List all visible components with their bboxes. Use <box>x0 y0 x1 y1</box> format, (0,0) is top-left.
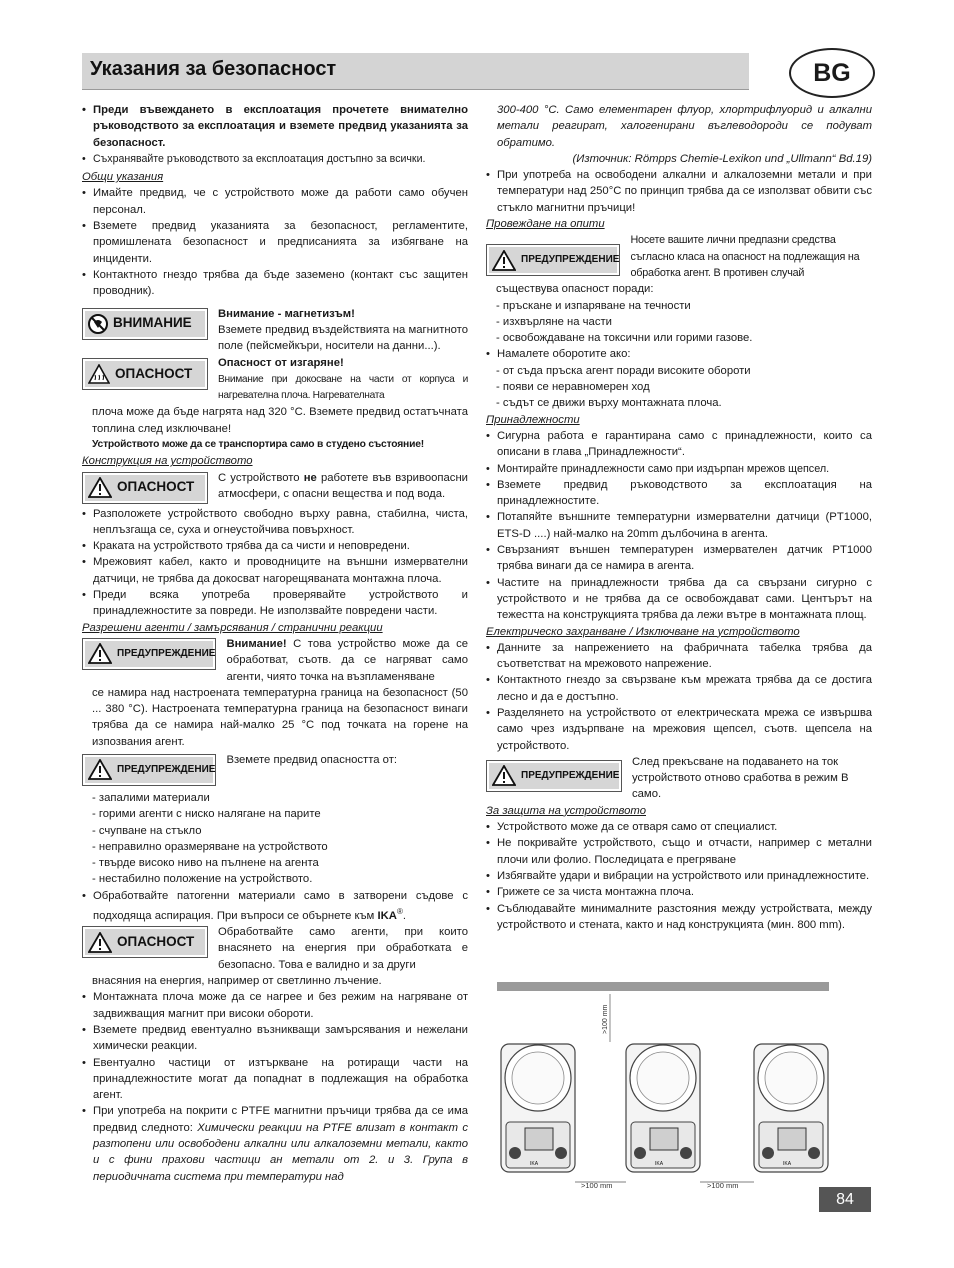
construction-item: • Краката на устройството трябва да са чисти и неповредени. <box>82 538 468 554</box>
reduce-sub: - съдът се движи върху монтажната плоча. <box>496 397 722 410</box>
section-title-construction: Конструкция на устройството <box>82 455 253 468</box>
burn-warning-block <box>82 355 468 404</box>
protect-item: - пръскане и изпаряване на течности <box>496 299 691 312</box>
page-title: Указания за безопасност <box>90 58 337 80</box>
accessory-item: • Потапяйте външните температурни измервателни датчици (PT1000, ETS-D ....) най-малко на 20mm дълбочина в агента. <box>486 509 872 542</box>
language-badge: BG <box>789 48 875 98</box>
energy-warning-block <box>82 924 468 973</box>
protect-item: - изхвърляне на части <box>496 315 612 328</box>
burn-transport: Устройството може да се транспортира само в студено състояние! <box>92 438 424 450</box>
warning-triangle-icon <box>88 932 112 953</box>
ptfe-continued: 300-400 °C. Само елементарен флуор, хлортрифлуорид и алкални метали реагират, халогенирани въглеводороди се подуват обратимо. <box>497 104 872 149</box>
magnet-warning-block <box>82 306 468 355</box>
hot-surface-icon <box>88 364 110 384</box>
source-citation: (Източник: Römpps Chemie-Lexikon und „Ullmann“ Bd.19) <box>572 152 872 165</box>
construction-item: • Преди всяка употреба проверявайте устройството и принадлежностите за повреди. Не използвайте повредени части. <box>82 587 468 620</box>
section-header <box>82 53 749 90</box>
warning-triangle-icon <box>492 250 516 271</box>
restart-warning-block <box>486 754 872 803</box>
preduprezhdenie-badge <box>486 244 620 276</box>
preduprezhdenie-badge <box>82 754 216 786</box>
ceiling-bar <box>497 982 829 991</box>
danger-item: - нестабилно положение на устройството. <box>92 873 313 886</box>
badge-label: ВНИМАНИЕ <box>113 315 192 331</box>
energy-text-cont: внасяния на енергия, например от светлинно лъчение. <box>92 975 382 988</box>
section-title-general: Общи указания <box>82 171 164 184</box>
explosive-text: С устройството не работете във взривоопасни атмосфери, с опасни вещества и под вода. <box>218 471 468 500</box>
protection-item: • Избягвайте удари и вибрации на устройството или принадлежностите. <box>486 868 872 884</box>
construction-item: • Разположете устройството свободно върху равна, стабилна, чиста, неплъзгаща се, суха и огнеустойчива повърхност. <box>82 506 468 539</box>
magnetic-stirrer-device <box>754 1044 828 1172</box>
burn-text-cont: плоча може да бъде нагрята над 320 °C. Вземете предвид остатъчната топлина след изключване! <box>92 406 468 435</box>
opasnost-badge <box>82 926 208 958</box>
section-title-accessories: Принадлежности <box>486 413 580 426</box>
section-title-power: Електрическо захранване / Изключване на устройството <box>486 625 800 638</box>
general-item: • Имайте предвид, че с устройството може да работи само обучен персонал. <box>82 185 468 218</box>
danger-item: - счупване на стъкло <box>92 824 202 837</box>
badge-label: ПРЕДУПРЕЖДЕНИЕ <box>521 769 620 781</box>
danger-from-block <box>82 752 468 786</box>
magnetic-stirrer-device <box>626 1044 700 1172</box>
opasnost-badge <box>82 358 208 390</box>
section-title-agents: Разрешени агенти / замърсявания / странични реакции <box>82 621 383 634</box>
badge-label: ОПАСНОСТ <box>117 479 195 495</box>
svg-text:IKA: IKA <box>530 1161 539 1167</box>
magnet-no-pacemaker-icon <box>88 314 108 334</box>
general-item: • Вземете предвид указанията за безопасност, регламентите, промишлената безопасност и предписанията за избягване на инциденти. <box>82 218 468 267</box>
power-item: • Данните за напрежението на фабричната табелка трябва да съответстват на мрежовото напрежение. <box>486 640 872 673</box>
danger-item: - твърде високо ниво на пълнене на агента <box>92 857 319 870</box>
badge-label: ОПАСНОСТ <box>117 933 195 949</box>
reduce-sub: - от съда пръска агент поради високите обороти <box>496 364 751 377</box>
dimension-label-gap-2: >100 mm <box>707 1181 739 1190</box>
section-title-protection: За защита на устройството <box>486 804 646 817</box>
reduce-sub: - появи се неравномерен ход <box>496 381 650 394</box>
power-item: • Контактното гнездо за свързване към мрежата трябва да се достига лесно и да е достъпно. <box>486 672 872 705</box>
ptfe-item: • При употреба на покрити с PTFE магнитни пръчици трябва да се има предвид следното: Химически реакции на PTFE влизат в контакт с разтопени или освободени алкални или алкалоземни метали, както и с фини прахови частици ан метали от 2. и 3. Група в периодичната система при температури над <box>82 1103 468 1184</box>
energy-text: Обработвайте само агенти, при които внасянето на енергия при обработката е безопасно. Това е валидно и за други <box>218 926 468 971</box>
protection-item: • Грижете се за чиста монтажна плоча. <box>486 884 872 900</box>
badge-label: ПРЕДУПРЕЖДЕНИЕ <box>117 763 216 775</box>
page-number: 84 <box>819 1187 871 1212</box>
intro-keep: • Съхранявайте ръководството за експлоатация достъпно за всички. <box>82 151 468 167</box>
accessory-item: • Вземете предвид ръководството за експлоатация на принадлежностите. <box>486 477 872 510</box>
preduprezhdenie-badge <box>486 760 622 792</box>
badge-label: ОПАСНОСТ <box>115 366 193 382</box>
burn-text: Внимание при докосване на части от корпуса и нагревателна плоча. Нагревателната <box>218 373 468 402</box>
right-column <box>486 102 872 933</box>
ptfe-release-item: • При употреба на освободени алкални и алкалоземни метали и при температури над 250°C по принцип трябва да се използват обвити със стъкло магнитни пръчици! <box>486 167 872 216</box>
badge-label: ПРЕДУПРЕЖДЕНИЕ <box>521 254 620 266</box>
accessory-item: • Сигурна работа е гарантирана само с принадлежности, които са описани в глава „Принадлежности“. <box>486 428 872 461</box>
power-item: • Разделянето на устройството от електрическата мрежа се извършва само чрез издърпване на мрежовия щепсел, съотв. щепсела на устройството. <box>486 705 872 754</box>
preduprezhdenie-badge <box>82 638 216 670</box>
pathogen-item: • Обработвайте патогенни материали само в затворени съдове с подходяща аспирация. При въпроси се обърнете към IKA®. <box>82 888 468 924</box>
dimension-label-top: >100 mm <box>602 1004 609 1034</box>
accessory-item: • Свързаният външен температурен измервателен датчик PT1000 трябва винаги да се намира в агента. <box>486 542 872 575</box>
accessory-item: • Монтирайте принадлежности само при издърпан мрежов щепсел. <box>486 461 872 477</box>
danger-item: - горими агенти с ниско налягане на парите <box>92 808 321 821</box>
danger-from-text: Вземете предвид опасността от: <box>226 753 398 766</box>
left-column <box>82 102 468 1185</box>
protect-text: Носете вашите лични предпазни средства съгласно класа на опасност на подлежащия на обработка агент. В противен случай <box>630 234 860 279</box>
more-item: • Вземете предвид евентуално възникващи замърсявания и нежелани химически реакции. <box>82 1022 468 1055</box>
clearance-diagram <box>497 982 829 1192</box>
protection-item: • Не покривайте устройството, също и отчасти, например с метални плочи или фолио. Последицата е прегряване <box>486 835 872 868</box>
general-item: • Контактното гнездо трябва да бъде заземено (контакт със защитен проводник). <box>82 267 468 300</box>
protect-item: - освобождаване на токсични или горими газове. <box>496 332 753 345</box>
svg-text:IKA: IKA <box>655 1161 664 1167</box>
dimension-label-gap-1: >100 mm <box>581 1181 613 1190</box>
danger-item: - запалими материали <box>92 791 210 804</box>
agents-warning-block <box>82 636 468 685</box>
magnet-title: Внимание - магнетизъм! <box>218 307 355 320</box>
reduce-item: • Намалете оборотите ако: <box>486 346 872 362</box>
magnet-text: Вземете предвид въздействията на магнитното поле (пейсмейкъри, носители на данни...). <box>218 323 468 353</box>
warning-triangle-icon <box>88 643 112 664</box>
protect-text-cont: съществува опасност поради: <box>496 283 654 296</box>
intro-warning: • Преди въвеждането в експлоатация прочетете внимателно ръководството за експлоатация и вземете предвид указанията за безопасност. <box>82 102 468 151</box>
more-item: • Монтажната плоча може да се нагрее и без режим на нагряване от задвижващия магнит при високи обороти. <box>82 989 468 1022</box>
section-title-experiments: Провеждане на опити <box>486 218 605 231</box>
badge-label: ПРЕДУПРЕЖДЕНИЕ <box>117 647 216 659</box>
burn-title: Опасност от изгаряне! <box>218 357 344 370</box>
construction-item: • Мрежовият кабел, както и проводниците на външни измервателни датчици, не трябва да докосват нагорещяваната монтажна плоча. <box>82 554 468 587</box>
magnetic-stirrer-device <box>501 1044 575 1172</box>
vnimanie-badge <box>82 308 208 340</box>
accessory-item: • Частите на принадлежности трябва да са свързани сигурно с устройството и не трябва да се освобождават сами. Центърът на тежестта на конструкцията трябва да лежи вътре в монтажната площ. <box>486 575 872 624</box>
warning-triangle-icon <box>88 477 112 498</box>
explosive-warning-block <box>82 470 468 504</box>
danger-item: - неправилно оразмеряване на устройството <box>92 840 328 853</box>
protection-item: • Съблюдавайте минималните разстояния между устройствата, между устройството и стената, както и над конструкцията (мин. 800 mm). <box>486 901 872 934</box>
warning-triangle-icon <box>88 759 112 780</box>
protect-warning-block <box>486 232 872 281</box>
restart-text: След прекъсване на подаването на ток устройството отново сработва в режим В само. <box>632 755 849 801</box>
agents-text-cont: се намира над настроената температурна граница на безопасност (50 ... 380 °C). Настроената температурна граница на безопасност винаги трябва да се намира най-малко 25 °C под точката на горене на изпозвания агент. <box>92 686 468 748</box>
protection-item: • Устройството може да се отваря само от специалист. <box>486 819 872 835</box>
agents-text: Внимание! С това устройство може да се обработват, съотв. да се нагряват само агенти, чиято точка на възпламеняване <box>226 637 468 683</box>
warning-triangle-icon <box>492 765 516 786</box>
opasnost-badge <box>82 472 208 504</box>
more-item: • Евентуално частици от изтъркване на ротиращи части на принадлежностите могат да попаднат в подлежащия на обработка агент. <box>82 1055 468 1104</box>
svg-text:IKA: IKA <box>783 1161 792 1167</box>
